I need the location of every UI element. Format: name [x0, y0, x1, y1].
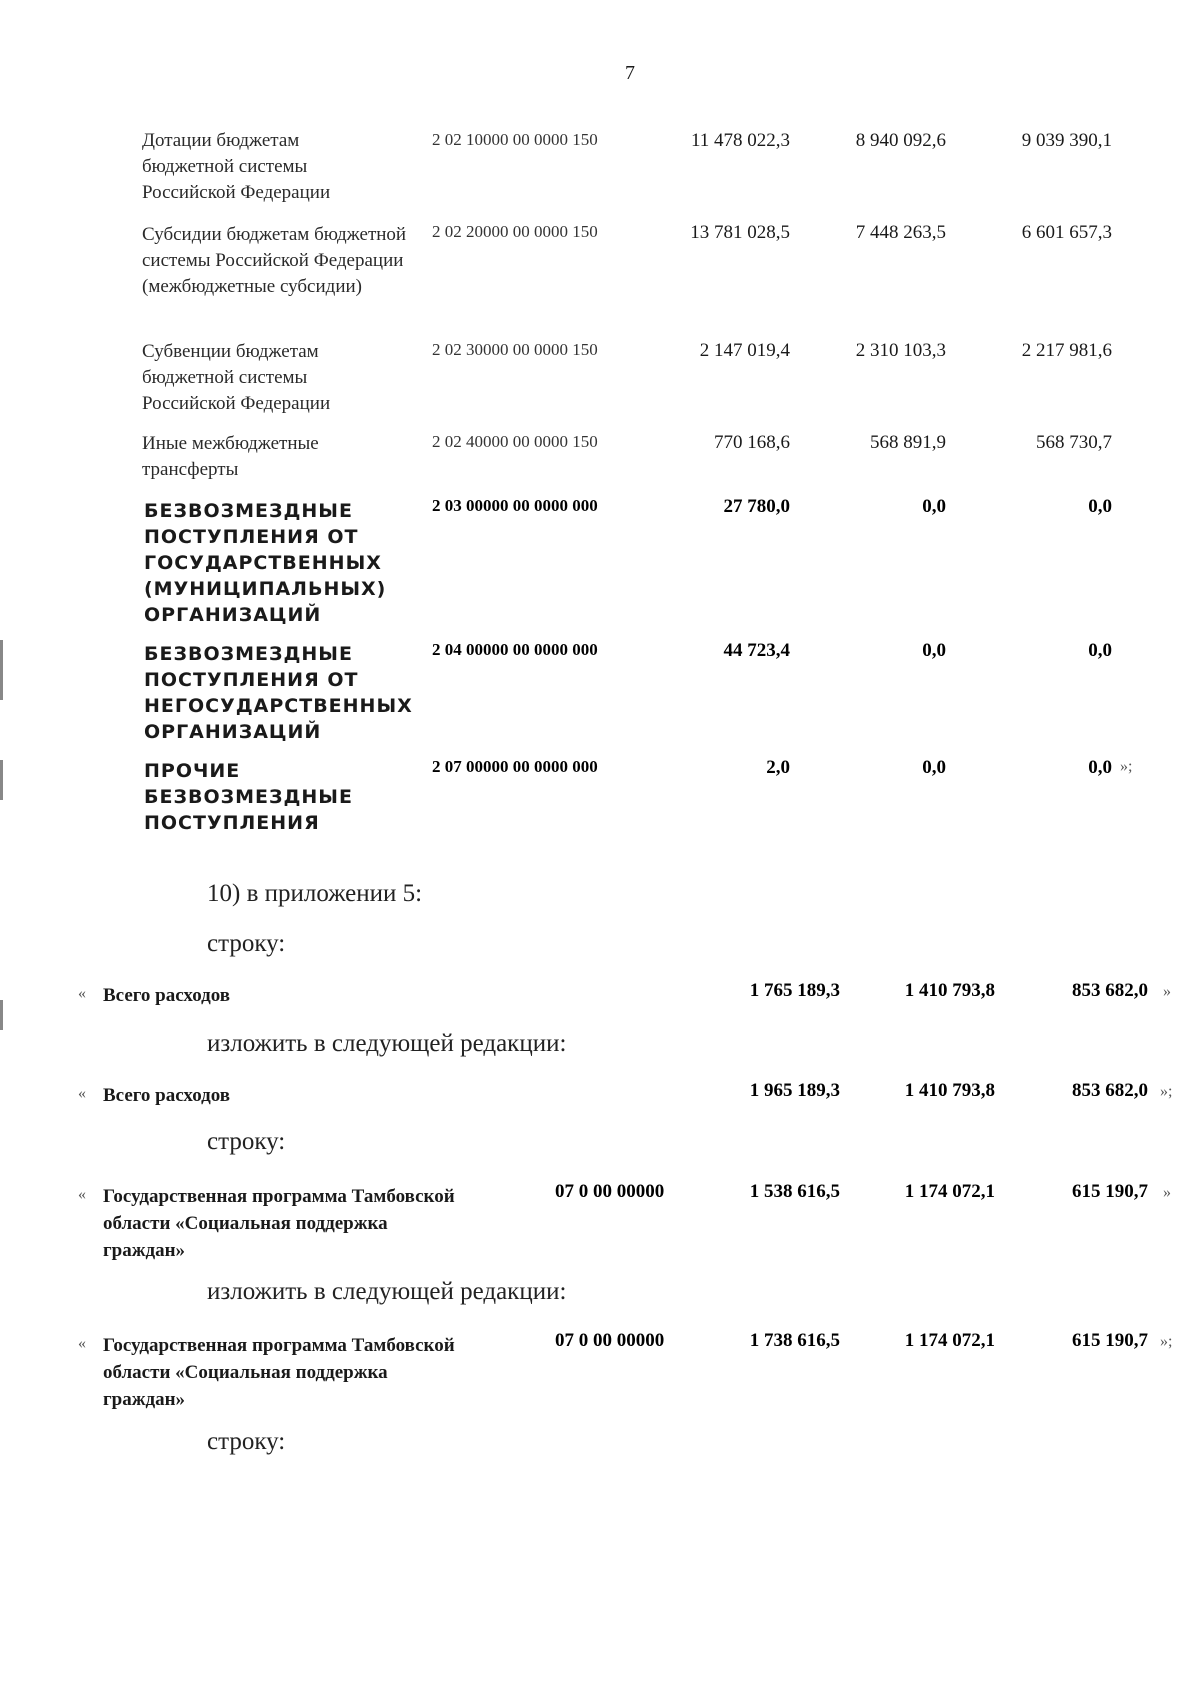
row-value-3: 6 601 657,3 [1021, 222, 1112, 243]
summary-label: Государственная программа Тамбовской области «Социальная поддержка граждан» [103, 1186, 455, 1261]
row-value-1: 770 168,6 [714, 432, 790, 453]
row-value-1: 2 147 019,4 [699, 340, 790, 361]
row-value-3: 0,0 [1088, 640, 1112, 661]
open-quote: « [78, 1335, 86, 1352]
row-value-2: 7 448 263,5 [855, 222, 946, 243]
closing-quote: »; [1160, 1333, 1173, 1350]
row-label: Иные межбюджетные трансферты [142, 433, 319, 480]
summary-value-2: 1 174 072,1 [904, 1330, 995, 1351]
open-quote: « [78, 1085, 86, 1102]
row-value-2: 568 891,9 [870, 432, 946, 453]
paragraph-appendix: 10) в приложении 5: [207, 880, 423, 907]
summary-value-2: 1 410 793,8 [904, 980, 995, 1001]
row-label: Субсидии бюджетам бюджетной системы Российской Федерации (межбюджетные субсидии) [142, 224, 407, 297]
row-value-1: 44 723,4 [723, 640, 790, 661]
closing-quote: »; [1160, 1083, 1173, 1100]
row-value-3: 2 217 981,6 [1021, 340, 1112, 361]
row-code: 2 02 10000 00 0000 150 [432, 130, 598, 149]
paragraph-line-3: строку: [207, 1428, 286, 1455]
paragraph-restate-1: изложить в следующей редакции: [207, 1030, 567, 1057]
closing-quote: »; [1120, 758, 1133, 775]
summary-value-3: 615 190,7 [1072, 1181, 1148, 1202]
row-value-1: 27 780,0 [723, 496, 790, 517]
row-value-2: 0,0 [922, 640, 946, 661]
row-label: БЕЗВОЗМЕЗДНЫЕ ПОСТУПЛЕНИЯ ОТ ГОСУДАРСТВЕННЫХ (МУНИЦИПАЛЬНЫХ) ОРГАНИЗАЦИЙ [144, 500, 387, 626]
scan-edge-mark [0, 760, 3, 800]
summary-label: Всего расходов [103, 1085, 231, 1106]
row-label: Дотации бюджетам бюджетной системы Российской Федерации [142, 130, 331, 203]
row-value-3: 0,0 [1088, 757, 1112, 778]
open-quote: « [78, 1186, 86, 1203]
summary-value-3: 615 190,7 [1072, 1330, 1148, 1351]
row-value-2: 2 310 103,3 [855, 340, 946, 361]
row-value-3: 568 730,7 [1036, 432, 1112, 453]
page-number: 7 [625, 62, 635, 84]
paragraph-restate-2: изложить в следующей редакции: [207, 1278, 567, 1305]
summary-value-1: 1 738 616,5 [749, 1330, 840, 1351]
summary-value-1: 1 538 616,5 [749, 1181, 840, 1202]
row-code: 2 02 40000 00 0000 150 [432, 432, 598, 451]
closing-quote: » [1163, 983, 1171, 1000]
row-value-2: 8 940 092,6 [855, 130, 946, 151]
summary-value-2: 1 174 072,1 [904, 1181, 995, 1202]
paragraph-line-2: строку: [207, 1128, 286, 1155]
row-value-1: 13 781 028,5 [690, 222, 790, 243]
summary-value-3: 853 682,0 [1072, 1080, 1148, 1101]
summary-code: 07 0 00 00000 [555, 1330, 665, 1351]
summary-value-3: 853 682,0 [1072, 980, 1148, 1001]
summary-value-1: 1 965 189,3 [749, 1080, 840, 1101]
row-code: 2 07 00000 00 0000 000 [432, 757, 598, 776]
row-value-2: 0,0 [922, 496, 946, 517]
row-code: 2 02 20000 00 0000 150 [432, 222, 598, 241]
row-code: 2 04 00000 00 0000 000 [432, 640, 598, 659]
row-value-1: 2,0 [766, 757, 790, 778]
open-quote: « [78, 985, 86, 1002]
paragraph-line-1: строку: [207, 930, 286, 957]
row-value-3: 9 039 390,1 [1021, 130, 1112, 151]
summary-code: 07 0 00 00000 [555, 1181, 665, 1202]
summary-label: Всего расходов [103, 985, 231, 1006]
row-value-2: 0,0 [922, 757, 946, 778]
closing-quote: » [1163, 1184, 1171, 1201]
scan-edge-mark [0, 1000, 3, 1030]
summary-value-1: 1 765 189,3 [749, 980, 840, 1001]
row-label: БЕЗВОЗМЕЗДНЫЕ ПОСТУПЛЕНИЯ ОТ НЕГОСУДАРСТВЕННЫХ ОРГАНИЗАЦИЙ [144, 643, 413, 743]
summary-label: Государственная программа Тамбовской области «Социальная поддержка граждан» [103, 1335, 455, 1410]
row-label: Субвенции бюджетам бюджетной системы Российской Федерации [142, 341, 331, 414]
row-value-3: 0,0 [1088, 496, 1112, 517]
summary-value-2: 1 410 793,8 [904, 1080, 995, 1101]
scan-edge-mark [0, 640, 3, 700]
row-label: ПРОЧИЕ БЕЗВОЗМЕЗДНЫЕ ПОСТУПЛЕНИЯ [144, 760, 353, 834]
row-code: 2 02 30000 00 0000 150 [432, 340, 598, 359]
row-value-1: 11 478 022,3 [690, 130, 790, 151]
row-code: 2 03 00000 00 0000 000 [432, 496, 598, 515]
